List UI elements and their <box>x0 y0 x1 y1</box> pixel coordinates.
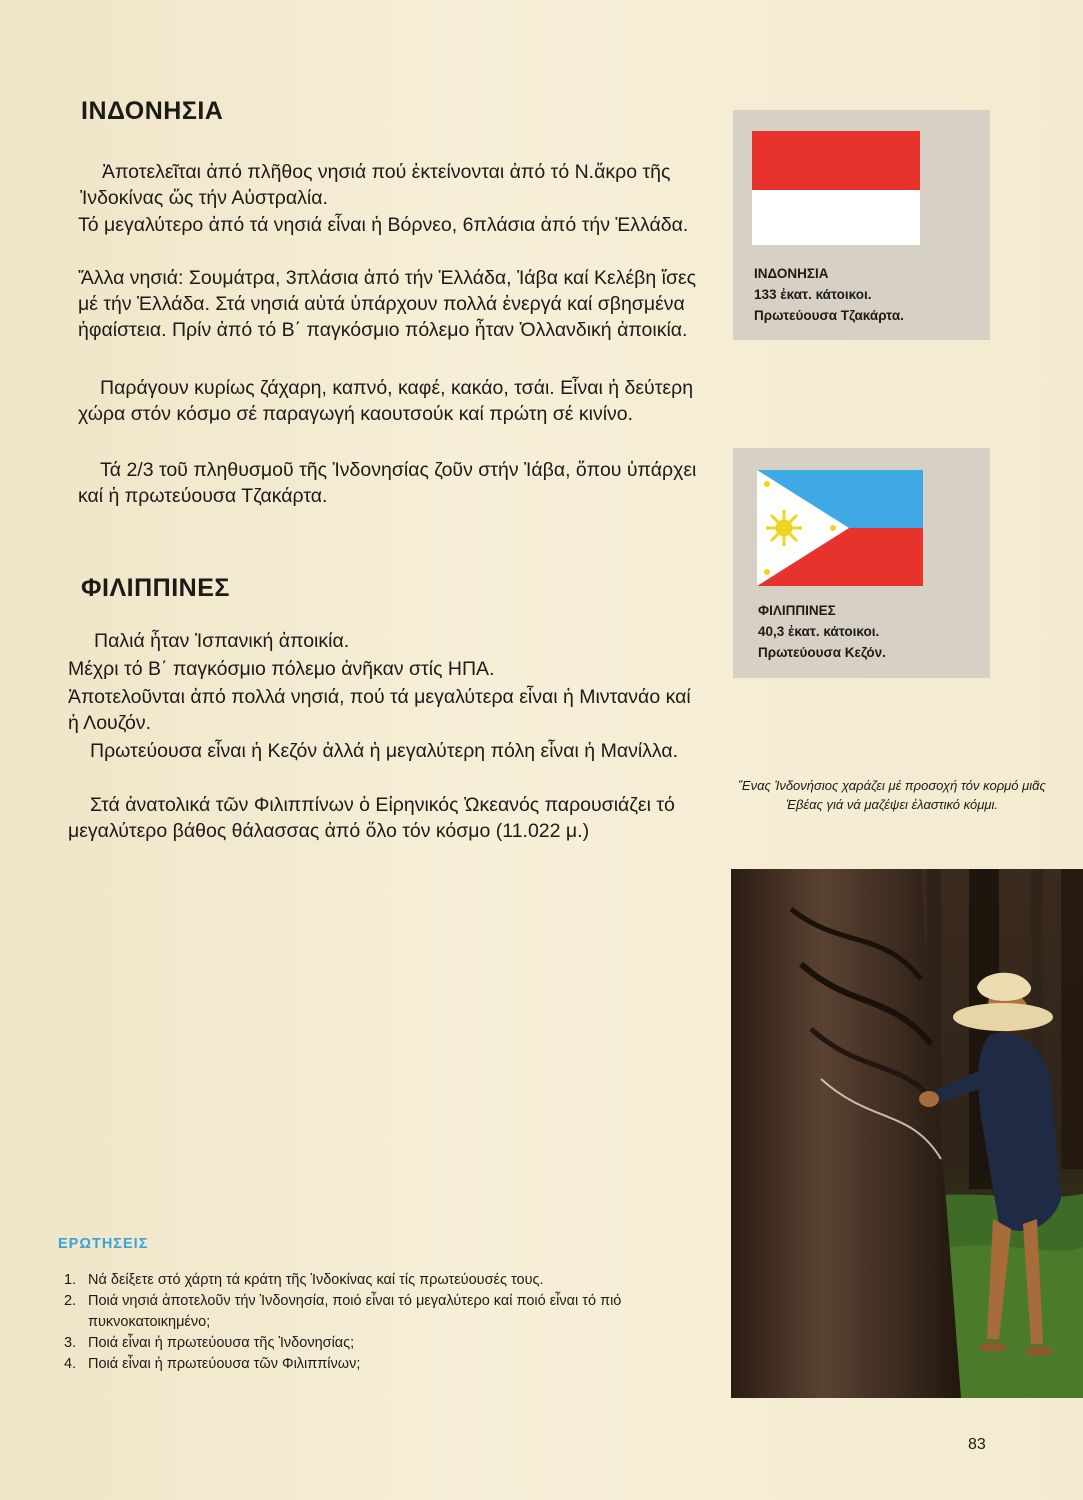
indonesia-paragraph-2: Τό μεγαλύτερο ἀπό τά νησιά εἶναι ἡ Βόρνεο, 6πλάσια ἀπό τήν Ἑλλάδα. <box>78 214 689 236</box>
philippines-flag <box>757 470 923 586</box>
indonesia-paragraph-4: Παράγουν κυρίως ζάχαρη, καπνό, καφέ, κακάο, τσάι. Εἶναι ἡ δεύτερη χώρα στόν κόσμο σέ παραγωγή καουτσούκ καί πρώτη σέ κινίνο. <box>78 377 694 426</box>
indonesia-paragraph-5: Τά 2/3 τοῦ πληθυσμοῦ τῆς Ἰνδονησίας ζοῦν στήν Ἰάβα, ὅπου ὑπάρχει καί ἡ πρωτεύουσα Τζακάρτα. <box>78 459 697 508</box>
question-number: 4. <box>64 1356 77 1372</box>
rubber-tapping-photo <box>731 869 1083 1398</box>
philippines-facts-name: ΦΙΛΙΠΠΙΝΕΣ <box>758 603 836 618</box>
philippines-paragraph-3: Ἀποτελοῦνται ἀπό πολλά νησιά, πού τά μεγαλύτερα εἶναι ἡ Μιντανάο καί ἡ Λουζόν. <box>68 686 691 735</box>
question-number: 1. <box>64 1272 77 1288</box>
philippines-facts-capital: Πρωτεύουσα Κεζόν. <box>758 645 886 660</box>
question-item <box>64 1291 684 1333</box>
question-number: 3. <box>64 1335 77 1351</box>
indonesia-paragraph-3: Ἄλλα νησιά: Σουμάτρα, 3πλάσια ἀπό τήν Ἑλλάδα, Ἰάβα καί Κελέβη ἴσες μέ τήν Ἑλλάδα. Στά νησιά αὐτά ὑπάρχουν πολλά ἐνεργά καί σβησμένα ἡφαίστεια. Πρίν ἀπό τό Β΄ παγκόσμιο πόλεμο ἦταν Ὀλλανδική ἀποικία. <box>78 267 697 342</box>
philippines-paragraph-4: Πρωτεύουσα εἶναι ἡ Κεζόν ἀλλά ἡ μεγαλύτερη πόλη εἶναι ἡ Μανίλλα. <box>90 740 679 762</box>
question-text: Ποιά νησιά ἀποτελοῦν τήν Ἰνδονησία, ποιό εἶναι τό μεγαλύτερο καί ποιό εἶναι τό πιό πυκνοκατοικημένο; <box>88 1293 622 1330</box>
question-text: Ποιά εἶναι ἡ πρωτεύουσα τῶν Φιλιππίνων; <box>88 1356 361 1372</box>
question-number: 2. <box>64 1293 77 1309</box>
indonesia-title: ΙΝΔΟΝΗΣΙΑ <box>81 97 224 125</box>
indonesia-flag-white-stripe <box>752 190 920 245</box>
question-text: Ποιά εἶναι ἡ πρωτεύουσα τῆς Ἰνδονησίας; <box>88 1335 355 1351</box>
indonesia-facts-name: ΙΝΔΟΝΗΣΙΑ <box>754 266 829 281</box>
question-item <box>64 1354 684 1375</box>
philippines-facts-population: 40,3 ἐκατ. κάτοικοι. <box>758 624 880 639</box>
questions-list <box>64 1270 684 1375</box>
indonesia-info-box <box>733 110 990 340</box>
philippines-flag-sun <box>766 510 802 546</box>
page-number: 83 <box>968 1436 986 1453</box>
indonesia-flag <box>752 131 920 245</box>
question-text: Νά δείξετε στό χάρτη τά κράτη τῆς Ἰνδοκίνας καί τίς πρωτεύουσές τους. <box>88 1272 544 1288</box>
philippines-paragraph-2: Μέχρι τό Β΄ παγκόσμιο πόλεμο ἀνῆκαν στίς ΗΠΑ. <box>68 658 495 680</box>
indonesia-flag-red-stripe <box>752 131 920 190</box>
indonesia-paragraph-1: Ἀποτελεῖται ἀπό πλῆθος νησιά πού ἐκτείνονται ἀπό τό Ν.ἄκρο τῆς Ἰνδοκίνας ὥς τήν Αὐστραλία. <box>80 161 671 210</box>
indonesia-facts-population: 133 ἐκατ. κάτοικοι. <box>754 287 872 302</box>
philippines-paragraph-5: Στά ἀνατολικά τῶν Φιλιππίνων ὁ Εἰρηνικός Ὠκεανός παρουσιάζει τό μεγαλύτερο βάθος θάλασσας ἀπό ὅλο τόν κόσμο (11.022 μ.) <box>68 794 675 843</box>
questions-title: ΕΡΩΤΗΣΕΙΣ <box>58 1236 149 1252</box>
question-item <box>64 1270 684 1291</box>
indonesia-facts <box>754 263 986 326</box>
philippines-title: ΦΙΛΙΠΠΙΝΕΣ <box>81 574 230 602</box>
question-item <box>64 1333 684 1354</box>
philippines-facts <box>758 600 986 663</box>
philippines-paragraph-1: Παλιά ἦταν Ἰσπανική ἀποικία. <box>94 630 350 652</box>
photo-caption: Ἕνας Ἰνδονήσιος χαράζει μέ προσοχή τόν κορμό μιᾶς Ἑβέας γιά νά μαζέψει ἐλαστικό κόμμι. <box>738 778 1046 812</box>
indonesia-facts-capital: Πρωτεύουσα Τζακάρτα. <box>754 308 904 323</box>
philippines-info-box <box>733 448 990 678</box>
